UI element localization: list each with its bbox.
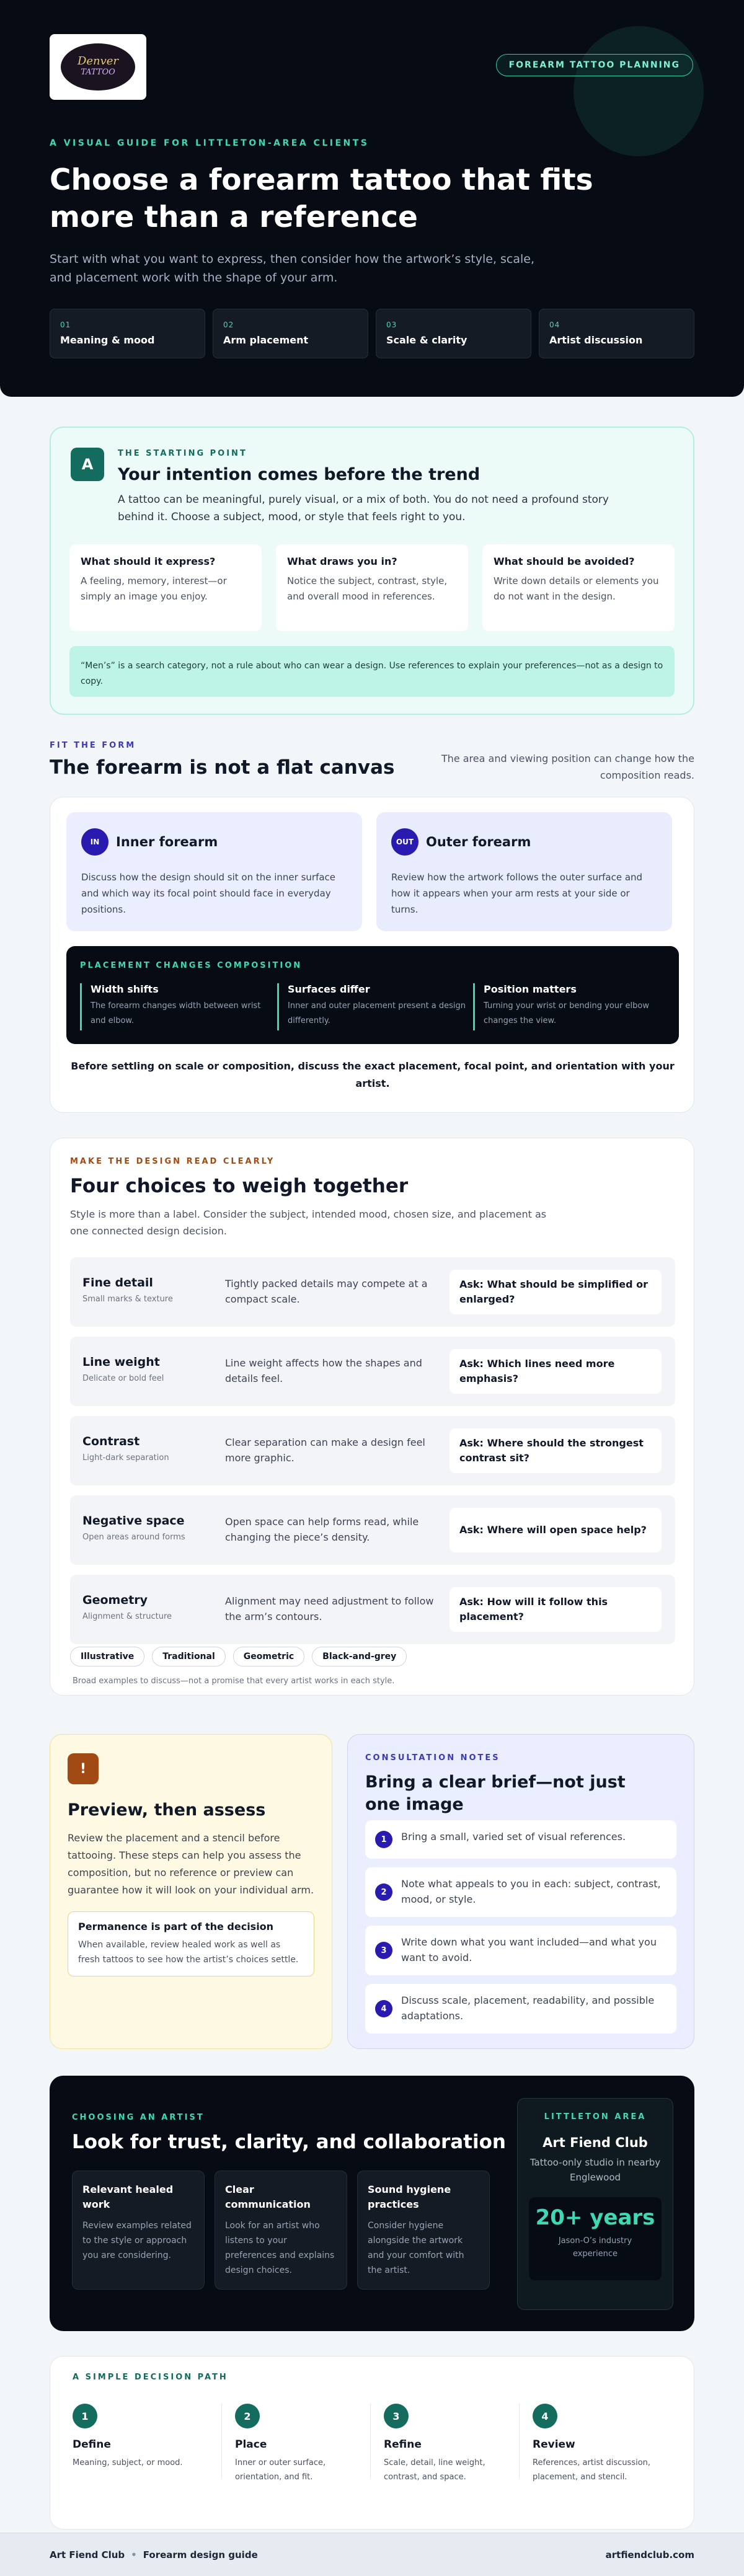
choice-row	[70, 1575, 675, 1644]
outer-icon: OUT	[391, 828, 418, 856]
brief-item-text: Write down what you want included—and what you want to avoid.	[401, 1936, 657, 1963]
hero	[0, 0, 744, 397]
choice-subtitle: Light-dark separation	[82, 1453, 169, 1463]
logo-text: Denver	[77, 55, 119, 68]
brief-card	[347, 1734, 694, 2049]
section-title: Your intention comes before the trend	[118, 465, 480, 484]
question-card	[69, 544, 262, 631]
choice-row	[70, 1416, 675, 1485]
card-title: Preview, then assess	[68, 1800, 266, 1820]
choice-row	[70, 1495, 675, 1565]
criteria-body: Review examples related to the style or approach you are considering.	[82, 2221, 192, 2260]
criteria-card	[72, 2171, 205, 2290]
footer-left	[50, 2549, 258, 2561]
step-number-icon: 4	[533, 2404, 557, 2428]
hero-eyebrow: A VISUAL GUIDE FOR LITTLETON-AREA CLIENTS	[50, 138, 370, 148]
style-tag[interactable]: Illustrative	[70, 1647, 144, 1666]
choice-name: Geometry	[82, 1593, 148, 1607]
style-tag[interactable]: Traditional	[152, 1647, 226, 1666]
choice-row	[70, 1337, 675, 1406]
step-number-icon: 2	[235, 2404, 260, 2428]
card-title: Bring a clear brief—not just one image	[365, 1773, 626, 1814]
decision-path-card	[50, 2356, 694, 2530]
logo-subtext: TATTOO	[81, 68, 115, 77]
section-title: Look for trust, clarity, and collaboration	[72, 2131, 506, 2153]
section-eyebrow: THE STARTING POINT	[118, 449, 247, 458]
stat-label: Jason-O’s industry experience	[558, 2236, 632, 2259]
studio-subtitle: Tattoo-only studio in nearby Englewood	[529, 2157, 661, 2183]
path-step-body: Meaning, subject, or mood.	[73, 2458, 183, 2468]
choice-description: Tightly packed details may compete at a compact scale.	[225, 1278, 428, 1305]
preview-card	[50, 1734, 332, 2049]
step-number-icon: 3	[384, 2404, 409, 2428]
panel-title: Inner forearm	[116, 834, 218, 849]
choice-question: Ask: How will it follow this placement?	[450, 1587, 662, 1632]
hero-step[interactable]	[539, 309, 694, 358]
criteria-heading: Sound hygiene practices	[368, 2184, 451, 2210]
path-step-body: Inner or outer surface, orientation, and fit.	[235, 2458, 326, 2482]
step-number-icon: 3	[375, 1942, 392, 1959]
column-body: Turning your wrist or bending your elbow changes the view.	[484, 1001, 649, 1025]
section-eyebrow: FIT THE FORM	[50, 741, 136, 750]
footer-site-link[interactable]: artfiendclub.com	[605, 2549, 694, 2561]
callout-note: “Men’s” is a search category, not a rule about who can wear a design. Use references to explain your preferences—not as a design to copy.	[69, 646, 675, 697]
four-choices-card	[50, 1138, 694, 1696]
criteria-card	[215, 2171, 347, 2290]
step-number-icon: 4	[375, 2000, 392, 2017]
step-label: Scale & clarity	[386, 334, 467, 346]
choice-description: Open space can help forms read, while changing the piece’s density.	[225, 1516, 419, 1543]
placement-column	[80, 983, 269, 1030]
criteria-heading: Clear communication	[225, 2184, 311, 2210]
choice-row	[70, 1257, 675, 1327]
logo-mark	[61, 43, 135, 91]
column-body: Inner and outer placement present a design differently.	[288, 1001, 466, 1025]
step-number: 04	[549, 321, 560, 329]
hero-step[interactable]	[50, 309, 205, 358]
brief-item	[365, 1984, 676, 2034]
hero-step[interactable]	[376, 309, 531, 358]
column-heading: Surfaces differ	[288, 983, 370, 995]
section-eyebrow: MAKE THE DESIGN READ CLEARLY	[70, 1157, 275, 1166]
question-card	[482, 544, 675, 631]
box-text: When available, review healed work as well as fresh tattoos to see how the artist’s choices settle.	[78, 1940, 299, 1965]
choice-question: Ask: What should be simplified or enlarged?	[450, 1270, 662, 1314]
tags-disclaimer: Broad examples to discuss—not a promise that every artist works in each style.	[73, 1676, 395, 1686]
choice-subtitle: Open areas around forms	[82, 1533, 185, 1542]
choice-subtitle: Alignment & structure	[82, 1612, 172, 1621]
footer-brand[interactable]: Art Fiend Club	[50, 2549, 125, 2561]
footer-guide: Forearm design guide	[143, 2549, 258, 2561]
path-step	[384, 2404, 533, 2515]
section-description: A tattoo can be meaningful, purely visual, or a mix of both. You do not need a profound story behind it. Choose a subject, mood, or style that feels right to you.	[118, 494, 609, 523]
column-heading: Position matters	[484, 983, 577, 995]
path-step-body: References, artist discussion, placement, and stencil.	[533, 2458, 651, 2482]
style-tags	[70, 1647, 407, 1666]
choice-question: Ask: Which lines need more emphasis?	[450, 1349, 662, 1394]
question-heading: What draws you in?	[287, 555, 397, 567]
column-body: The forearm changes width between wrist and elbow.	[91, 1001, 261, 1025]
forearm-card	[50, 797, 694, 1113]
divider	[221, 2404, 222, 2478]
choice-name: Line weight	[82, 1355, 160, 1369]
step-number-icon: 1	[73, 2404, 97, 2428]
choice-name: Negative space	[82, 1514, 185, 1528]
question-body: Notice the subject, contrast, style, and overall mood in references.	[287, 575, 448, 602]
panel-title: Outer forearm	[426, 834, 531, 849]
placement-column	[277, 983, 466, 1030]
question-card	[276, 544, 468, 631]
hero-subtitle: Start with what you want to express, then consider how the artwork’s style, scale, and placement work with the shape of your arm.	[50, 252, 535, 285]
permanence-box	[68, 1911, 314, 1976]
hero-step[interactable]	[213, 309, 368, 358]
brief-item	[365, 1926, 676, 1975]
choice-question: Ask: Where should the strongest contrast sit?	[450, 1428, 662, 1473]
card-body: Review the placement and a stencil before tattooing. These steps can help you assess the composition, but no reference or preview can guarantee how it will look on your individual arm.	[68, 1832, 314, 1896]
path-step-body: Scale, detail, line weight, contrast, and space.	[384, 2458, 485, 2482]
criteria-body: Consider hygiene alongside the artwork and your comfort with the artist.	[368, 2221, 464, 2275]
divider	[370, 2404, 371, 2478]
decorative-circle	[574, 26, 704, 156]
choice-description: Alignment may need adjustment to follow the arm’s contours.	[225, 1595, 434, 1622]
choice-description: Clear separation can make a design feel more graphic.	[225, 1436, 425, 1464]
step-number-icon: 1	[375, 1831, 392, 1848]
question-body: A feeling, memory, interest—or simply an image you enjoy.	[81, 575, 227, 602]
brief-item-text: Discuss scale, placement, readability, and possible adaptations.	[401, 1994, 655, 2022]
criteria-body: Look for an artist who listens to your preferences and explains design choices.	[225, 2221, 335, 2275]
section-title: The forearm is not a flat canvas	[50, 756, 395, 779]
criteria-card	[357, 2171, 490, 2290]
step-number: 02	[223, 321, 234, 329]
brief-item	[365, 1820, 676, 1859]
column-heading: Width shifts	[91, 983, 159, 995]
choice-name: Contrast	[82, 1435, 140, 1448]
panel-body: Review how the artwork follows the outer surface and how it appears when your arm rests at your side or turns.	[391, 872, 643, 915]
divider	[519, 2404, 520, 2478]
path-step-title: Place	[235, 2438, 267, 2451]
path-step	[73, 2404, 221, 2515]
step-label: Meaning & mood	[60, 334, 155, 346]
placement-column	[473, 983, 662, 1030]
step-number: 01	[60, 321, 71, 329]
path-step-title: Define	[73, 2438, 111, 2451]
section-eyebrow: CHOOSING AN ARTIST	[72, 2113, 205, 2122]
choice-question: Ask: Where will open space help?	[450, 1508, 662, 1552]
path-step	[235, 2404, 384, 2515]
alert-icon: !	[68, 1753, 99, 1784]
path-step-title: Refine	[384, 2438, 422, 2451]
criteria-heading: Relevant healed work	[82, 2184, 174, 2210]
studio-name: Art Fiend Club	[542, 2135, 648, 2150]
question-body: Write down details or elements you do not want in the design.	[494, 575, 659, 602]
step-number: 03	[386, 321, 397, 329]
topic-pill: FOREARM TATTOO PLANNING	[496, 54, 693, 76]
experience-stat	[529, 2197, 662, 2280]
choice-subtitle: Delicate or bold feel	[82, 1374, 164, 1383]
section-eyebrow: A SIMPLE DECISION PATH	[73, 2373, 228, 2382]
section-description: Style is more than a label. Consider the subject, intended mood, chosen size, and placement as one connected design decision.	[70, 1208, 547, 1237]
footer	[0, 2533, 744, 2576]
brief-item-text: Bring a small, varied set of visual references.	[401, 1831, 626, 1843]
page-title: Choose a forearm tattoo that fits more than a reference	[50, 163, 593, 234]
choice-description: Line weight affects how the shapes and details feel.	[225, 1357, 422, 1384]
stat-value: 20+ years	[535, 2205, 655, 2230]
panel-eyebrow: PLACEMENT CHANGES COMPOSITION	[80, 961, 303, 970]
question-heading: What should be avoided?	[494, 555, 635, 567]
section-badge: A	[71, 448, 104, 481]
inner-forearm-panel	[66, 812, 362, 931]
path-step	[533, 2404, 681, 2515]
placement-panel	[66, 946, 679, 1044]
path-step-title: Review	[533, 2438, 575, 2451]
outer-forearm-panel	[376, 812, 672, 931]
artist-card	[50, 2076, 694, 2331]
footer-separator: •	[131, 2549, 137, 2561]
logo[interactable]	[50, 34, 146, 100]
panel-eyebrow: LITTLETON AREA	[544, 2112, 647, 2122]
studio-panel[interactable]	[517, 2098, 673, 2310]
section-aside: The area and viewing position can change how the composition reads.	[441, 753, 694, 781]
placement-footnote: Before settling on scale or composition, discuss the exact placement, focal point, and orientation with your artist.	[71, 1060, 675, 1089]
box-heading: Permanence is part of the decision	[78, 1921, 274, 1932]
step-number-icon: 2	[375, 1883, 392, 1901]
brief-item	[365, 1867, 676, 1917]
inner-icon: IN	[81, 828, 108, 856]
section-eyebrow: CONSULTATION NOTES	[365, 1753, 500, 1763]
hero-steps	[50, 309, 694, 358]
choice-name: Fine detail	[82, 1276, 153, 1290]
choice-subtitle: Small marks & texture	[82, 1295, 173, 1304]
step-label: Arm placement	[223, 334, 309, 346]
brief-item-text: Note what appeals to you in each: subject, contrast, mood, or style.	[401, 1878, 661, 1905]
style-tag[interactable]: Black-and-grey	[312, 1647, 407, 1666]
style-tag[interactable]: Geometric	[233, 1647, 304, 1666]
step-label: Artist discussion	[549, 334, 643, 346]
section-title: Four choices to weigh together	[70, 1175, 409, 1197]
panel-body: Discuss how the design should sit on the inner surface and which way its focal point should face in everyday positions.	[81, 872, 336, 915]
intention-card	[50, 427, 694, 715]
question-heading: What should it express?	[81, 555, 216, 567]
